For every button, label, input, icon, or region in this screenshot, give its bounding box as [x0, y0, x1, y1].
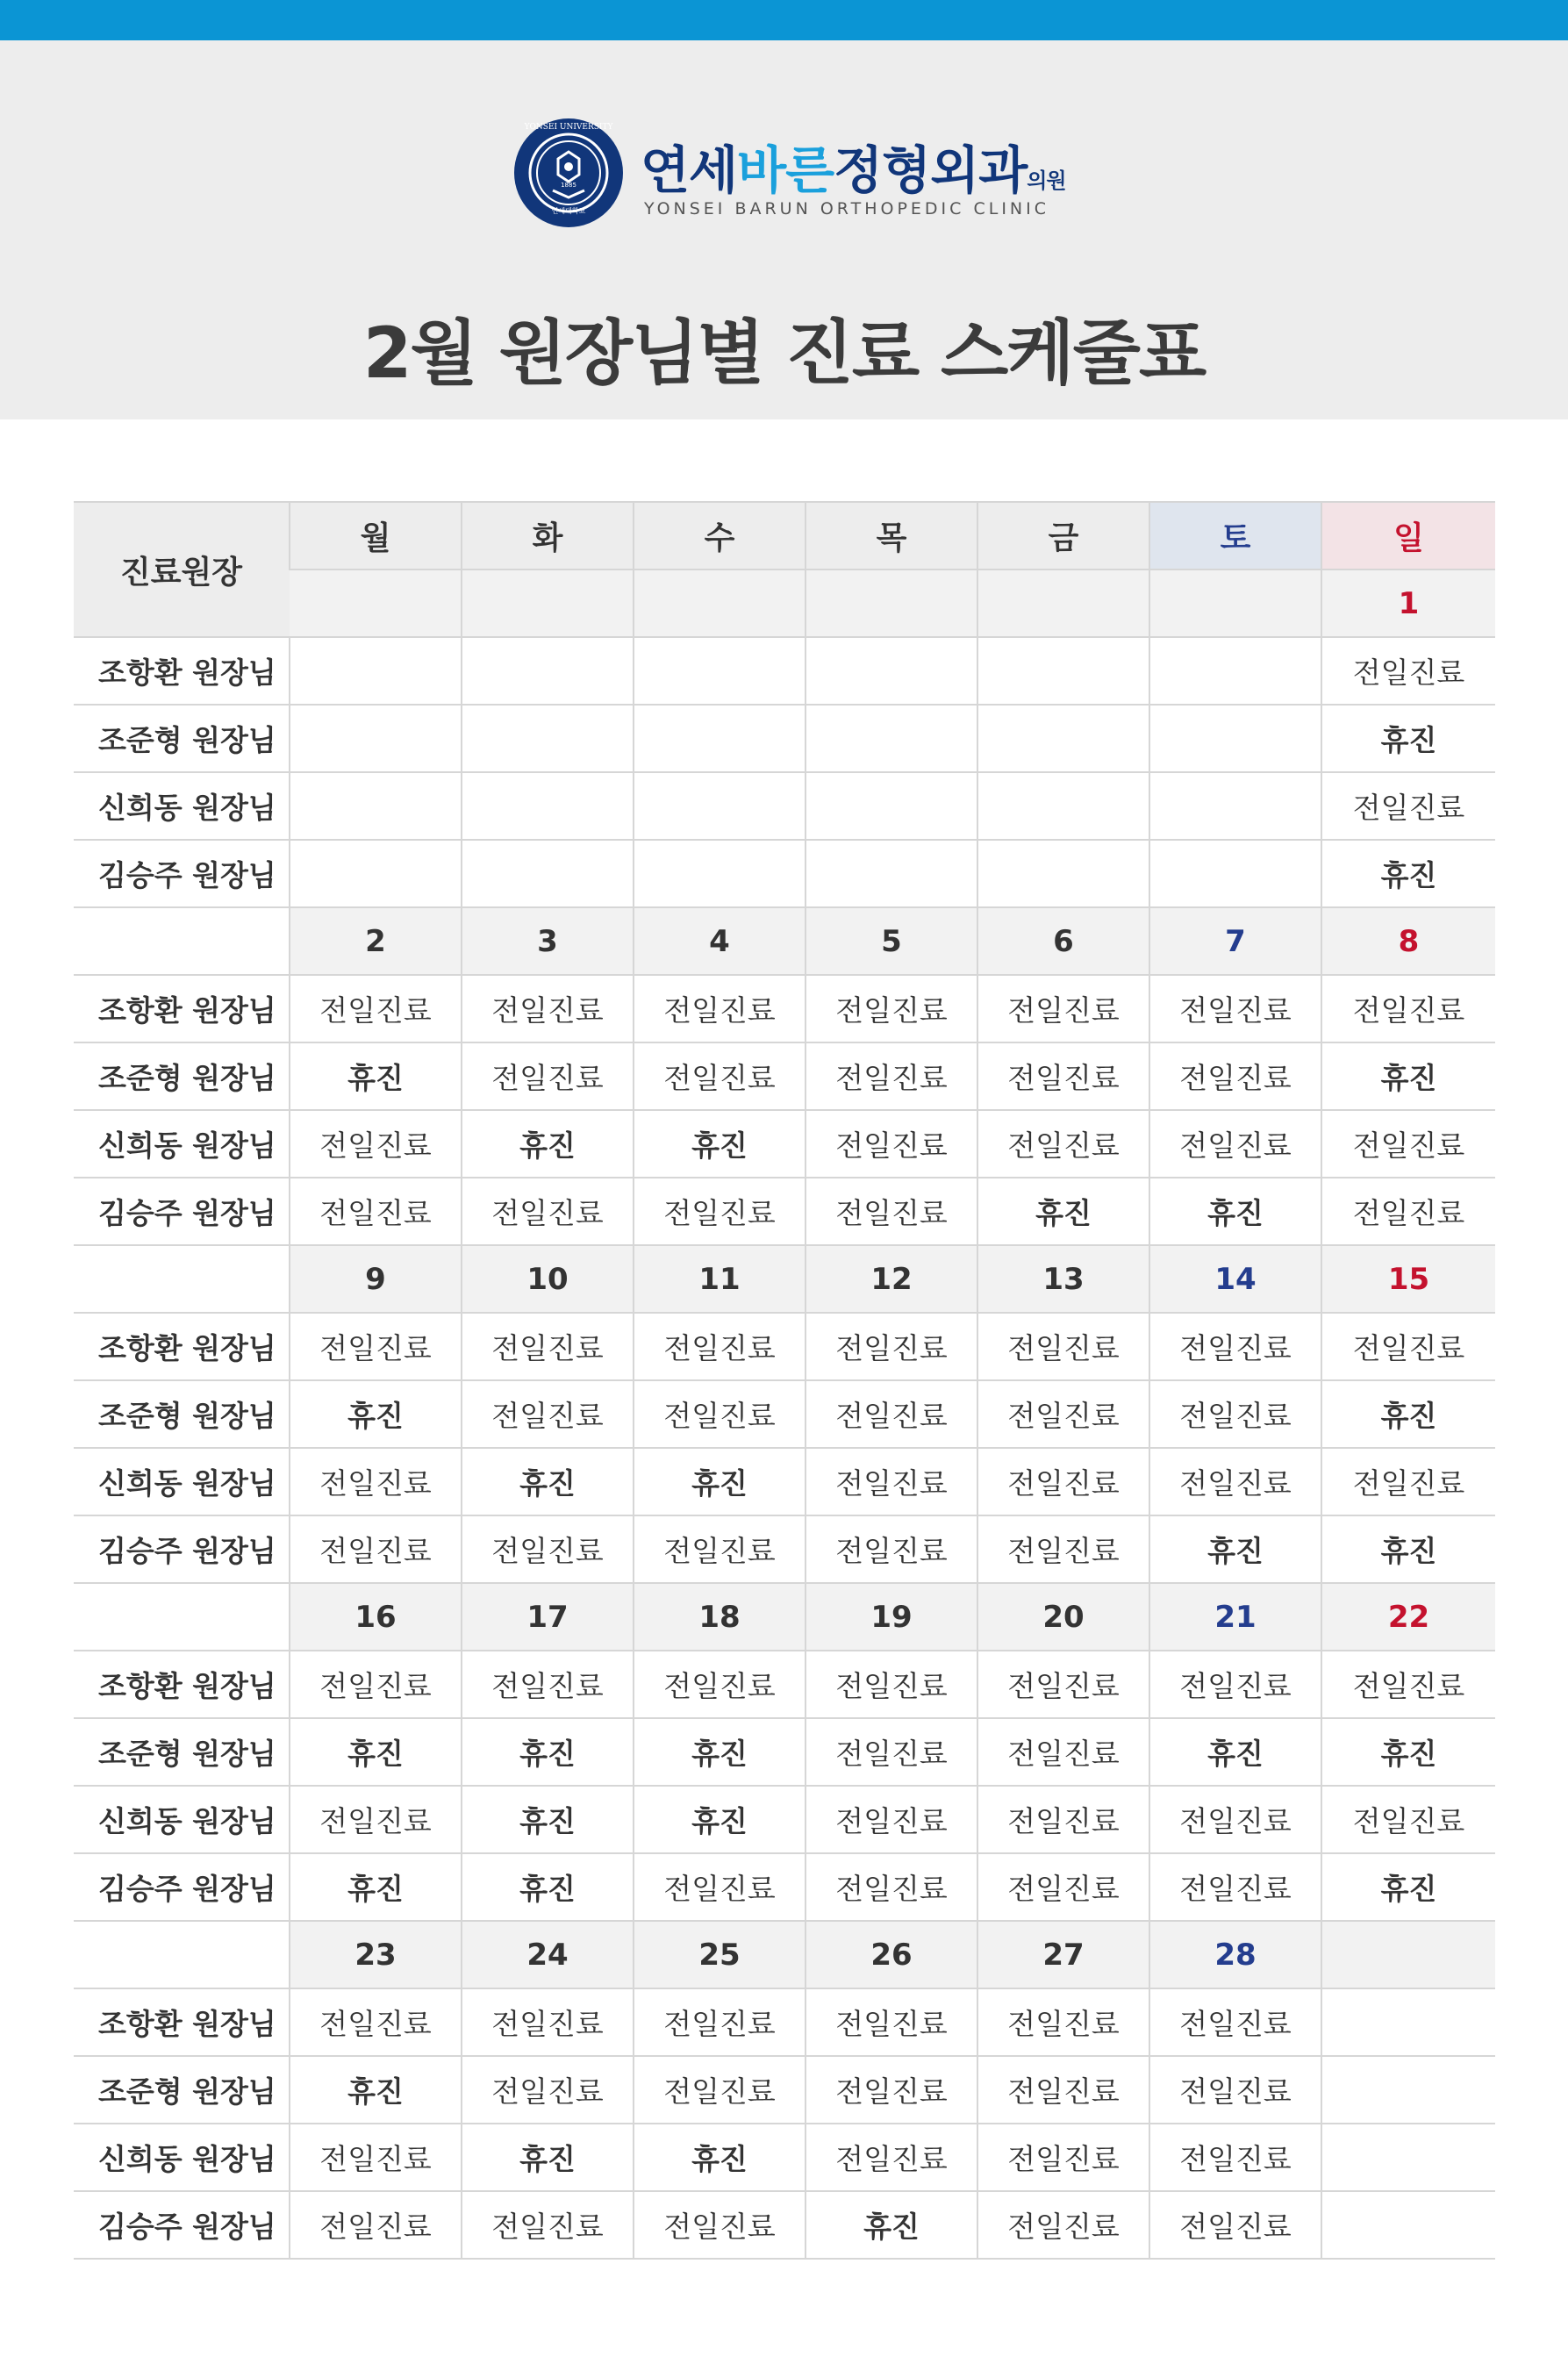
schedule-cell: 휴진 [1321, 1853, 1495, 1921]
schedule-cell [977, 772, 1149, 840]
date-cell: 16 [290, 1583, 462, 1651]
date-cell: 23 [290, 1921, 462, 1988]
schedule-cell: 전일진료 [634, 1988, 805, 2056]
schedule-cell: 전일진료 [462, 2191, 634, 2259]
schedule-cell: 전일진료 [977, 1786, 1149, 1853]
schedule-cell: 전일진료 [805, 1988, 977, 2056]
schedule-cell: 휴진 [977, 1178, 1149, 1245]
schedule-cell: 전일진료 [977, 1110, 1149, 1178]
schedule-cell: 휴진 [462, 1448, 634, 1515]
svg-text:1885: 1885 [561, 182, 576, 189]
schedule-cell: 전일진료 [634, 1853, 805, 1921]
schedule-cell: 전일진료 [977, 1988, 1149, 2056]
clinic-logo [512, 117, 1066, 248]
schedule-cell: 휴진 [634, 1786, 805, 1853]
doctor-name: 조항환 원장님 [74, 637, 290, 705]
date-cell: 21 [1149, 1583, 1321, 1651]
schedule-cell [1149, 772, 1321, 840]
schedule-cell: 휴진 [1149, 1718, 1321, 1786]
date-cell: 5 [805, 907, 977, 975]
date-cell [290, 570, 462, 637]
schedule-cell: 전일진료 [462, 1042, 634, 1110]
schedule-cell: 전일진료 [462, 1988, 634, 2056]
university-emblem-icon [512, 117, 625, 229]
doctor-name: 김승주 원장님 [74, 1515, 290, 1583]
schedule-cell: 전일진료 [1321, 637, 1495, 705]
schedule-cell [462, 705, 634, 772]
doctor-name: 조준형 원장님 [74, 2056, 290, 2124]
date-cell: 24 [462, 1921, 634, 1988]
date-cell: 14 [1149, 1245, 1321, 1313]
date-cell: 27 [977, 1921, 1149, 1988]
schedule-cell: 전일진료 [805, 1651, 977, 1718]
schedule-cell: 휴진 [634, 2124, 805, 2191]
schedule-cell: 휴진 [1321, 1515, 1495, 1583]
schedule-cell [1321, 2124, 1495, 2191]
date-cell: 19 [805, 1583, 977, 1651]
corner-label: 진료원장 [74, 502, 290, 637]
schedule-cell: 휴진 [290, 1853, 462, 1921]
schedule-cell: 전일진료 [290, 1651, 462, 1718]
schedule-cell: 전일진료 [462, 1380, 634, 1448]
doctor-name: 김승주 원장님 [74, 2191, 290, 2259]
schedule-cell: 전일진료 [634, 1042, 805, 1110]
schedule-cell: 전일진료 [634, 2056, 805, 2124]
schedule-cell: 전일진료 [1321, 1448, 1495, 1515]
schedule-cell: 전일진료 [1321, 1651, 1495, 1718]
date-row-spacer [74, 1245, 290, 1313]
schedule-cell: 전일진료 [805, 1042, 977, 1110]
schedule-cell: 전일진료 [290, 2191, 462, 2259]
doctor-name: 조항환 원장님 [74, 1651, 290, 1718]
schedule-cell: 전일진료 [805, 2056, 977, 2124]
schedule-cell: 전일진료 [1149, 2056, 1321, 2124]
schedule-cell: 전일진료 [805, 1448, 977, 1515]
schedule-cell: 전일진료 [1321, 1110, 1495, 1178]
schedule-cell: 전일진료 [977, 2056, 1149, 2124]
schedule-cell: 휴진 [805, 2191, 977, 2259]
schedule-cell [1149, 705, 1321, 772]
schedule-cell: 휴진 [1321, 840, 1495, 907]
date-cell: 18 [634, 1583, 805, 1651]
doctor-name: 조준형 원장님 [74, 1042, 290, 1110]
doctor-name: 조항환 원장님 [74, 1313, 290, 1380]
date-cell [805, 570, 977, 637]
schedule-cell [977, 705, 1149, 772]
day-header: 금 [977, 502, 1149, 570]
date-cell [977, 570, 1149, 637]
schedule-cell: 전일진료 [290, 1515, 462, 1583]
schedule-cell: 전일진료 [977, 1515, 1149, 1583]
schedule-cell: 전일진료 [1149, 1110, 1321, 1178]
page-title: 2월 원장님별 진료 스케줄표 [362, 312, 1206, 394]
schedule-cell: 휴진 [290, 2056, 462, 2124]
schedule-cell: 전일진료 [462, 1178, 634, 1245]
schedule-table [74, 501, 1495, 2260]
schedule-cell: 전일진료 [1321, 1786, 1495, 1853]
schedule-cell: 전일진료 [977, 1380, 1149, 1448]
schedule-cell: 전일진료 [634, 2191, 805, 2259]
date-cell: 11 [634, 1245, 805, 1313]
day-header: 월 [290, 502, 462, 570]
schedule-cell: 전일진료 [1321, 1178, 1495, 1245]
schedule-cell: 전일진료 [290, 2124, 462, 2191]
schedule-cell: 전일진료 [1149, 2124, 1321, 2191]
doctor-name: 조항환 원장님 [74, 975, 290, 1042]
schedule-cell [805, 840, 977, 907]
schedule-cell [1149, 840, 1321, 907]
schedule-cell: 전일진료 [977, 1313, 1149, 1380]
schedule-cell: 전일진료 [977, 1448, 1149, 1515]
schedule-cell: 전일진료 [805, 1853, 977, 1921]
day-header: 토 [1149, 502, 1321, 570]
schedule-cell: 전일진료 [1321, 772, 1495, 840]
date-cell: 12 [805, 1245, 977, 1313]
doctor-name: 조항환 원장님 [74, 1988, 290, 2056]
date-cell: 6 [977, 907, 1149, 975]
schedule-cell [634, 637, 805, 705]
schedule-cell [290, 705, 462, 772]
schedule-cell: 전일진료 [1149, 1853, 1321, 1921]
schedule-cell: 전일진료 [290, 1313, 462, 1380]
schedule-cell: 휴진 [290, 1380, 462, 1448]
schedule-cell: 전일진료 [290, 975, 462, 1042]
schedule-cell: 전일진료 [977, 1042, 1149, 1110]
schedule-cell: 휴진 [634, 1718, 805, 1786]
day-header: 목 [805, 502, 977, 570]
doctor-name: 김승주 원장님 [74, 1178, 290, 1245]
schedule-cell: 전일진료 [977, 1718, 1149, 1786]
schedule-cell [462, 637, 634, 705]
schedule-cell: 전일진료 [1149, 1988, 1321, 2056]
schedule-cell: 전일진료 [462, 975, 634, 1042]
schedule-cell [462, 772, 634, 840]
schedule-cell: 휴진 [290, 1042, 462, 1110]
schedule-cell: 전일진료 [977, 1853, 1149, 1921]
schedule-cell [290, 840, 462, 907]
date-row-spacer [74, 1921, 290, 1988]
schedule-cell [290, 637, 462, 705]
schedule-cell: 전일진료 [977, 2191, 1149, 2259]
schedule-cell [1321, 2056, 1495, 2124]
schedule-cell [462, 840, 634, 907]
schedule-cell [977, 637, 1149, 705]
date-cell [1321, 1921, 1495, 1988]
schedule-cell: 전일진료 [290, 1448, 462, 1515]
schedule-cell: 휴진 [1321, 1380, 1495, 1448]
schedule-cell: 휴진 [462, 1110, 634, 1178]
date-cell: 20 [977, 1583, 1149, 1651]
doctor-name: 신희동 원장님 [74, 772, 290, 840]
schedule-cell: 전일진료 [1149, 1042, 1321, 1110]
schedule-cell: 전일진료 [977, 2124, 1149, 2191]
date-cell: 25 [634, 1921, 805, 1988]
svg-text:연세대학교: 연세대학교 [551, 207, 586, 215]
schedule-cell: 휴진 [462, 1718, 634, 1786]
doctor-name: 조준형 원장님 [74, 705, 290, 772]
date-cell [634, 570, 805, 637]
schedule-cell: 전일진료 [1149, 1651, 1321, 1718]
schedule-cell: 전일진료 [1149, 1786, 1321, 1853]
date-cell [1149, 570, 1321, 637]
schedule-cell [634, 840, 805, 907]
schedule-cell: 전일진료 [805, 1515, 977, 1583]
schedule-cell: 휴진 [1321, 1042, 1495, 1110]
schedule-cell [805, 705, 977, 772]
schedule-cell: 전일진료 [805, 1380, 977, 1448]
date-cell: 3 [462, 907, 634, 975]
date-row-spacer [74, 907, 290, 975]
date-cell: 7 [1149, 907, 1321, 975]
schedule-cell: 휴진 [1149, 1178, 1321, 1245]
schedule-cell: 전일진료 [977, 1651, 1149, 1718]
date-cell: 9 [290, 1245, 462, 1313]
date-cell: 2 [290, 907, 462, 975]
schedule-cell: 휴진 [462, 1786, 634, 1853]
clinic-english-name: YONSEI BARUN ORTHOPEDIC CLINIC [644, 199, 1049, 218]
schedule-cell [1321, 1988, 1495, 2056]
date-cell: 4 [634, 907, 805, 975]
schedule-cell: 전일진료 [462, 1515, 634, 1583]
schedule-cell: 전일진료 [805, 1786, 977, 1853]
schedule-cell: 휴진 [634, 1448, 805, 1515]
schedule-cell [290, 772, 462, 840]
schedule-cell: 휴진 [1321, 705, 1495, 772]
date-cell: 22 [1321, 1583, 1495, 1651]
schedule-cell: 전일진료 [290, 1988, 462, 2056]
schedule-cell: 전일진료 [1149, 1380, 1321, 1448]
schedule-cell: 휴진 [1149, 1515, 1321, 1583]
schedule-cell: 전일진료 [1149, 1448, 1321, 1515]
schedule-cell: 전일진료 [805, 1718, 977, 1786]
schedule-cell [977, 840, 1149, 907]
schedule-cell [805, 637, 977, 705]
doctor-name: 조준형 원장님 [74, 1380, 290, 1448]
doctor-name: 신희동 원장님 [74, 2124, 290, 2191]
date-cell: 10 [462, 1245, 634, 1313]
schedule-cell: 전일진료 [290, 1786, 462, 1853]
date-cell: 17 [462, 1583, 634, 1651]
schedule-cell: 전일진료 [1321, 975, 1495, 1042]
date-cell [462, 570, 634, 637]
date-cell: 13 [977, 1245, 1149, 1313]
date-cell: 26 [805, 1921, 977, 1988]
schedule-cell: 전일진료 [290, 1110, 462, 1178]
page-header [0, 40, 1568, 419]
schedule-cell: 휴진 [1321, 1718, 1495, 1786]
schedule-cell: 전일진료 [1149, 975, 1321, 1042]
schedule-cell [805, 772, 977, 840]
date-row-spacer [74, 1583, 290, 1651]
schedule-cell: 전일진료 [805, 1313, 977, 1380]
schedule-cell: 전일진료 [805, 2124, 977, 2191]
schedule-cell: 전일진료 [462, 2056, 634, 2124]
day-header: 일 [1321, 502, 1495, 570]
schedule-cell: 전일진료 [805, 1110, 977, 1178]
schedule-cell: 전일진료 [634, 1380, 805, 1448]
schedule-cell: 전일진료 [805, 1178, 977, 1245]
schedule-cell: 휴진 [634, 1110, 805, 1178]
schedule-cell: 전일진료 [634, 1178, 805, 1245]
schedule-cell: 전일진료 [634, 975, 805, 1042]
date-cell: 28 [1149, 1921, 1321, 1988]
top-accent-bar [0, 0, 1568, 40]
clinic-name: 연세바른정형외과의원 [641, 140, 1066, 200]
schedule-cell: 전일진료 [1149, 1313, 1321, 1380]
schedule-cell: 전일진료 [634, 1515, 805, 1583]
schedule-cell: 전일진료 [977, 975, 1149, 1042]
schedule-cell: 전일진료 [1149, 2191, 1321, 2259]
schedule-cell: 휴진 [290, 1718, 462, 1786]
schedule-cell: 휴진 [462, 2124, 634, 2191]
doctor-name: 신희동 원장님 [74, 1786, 290, 1853]
schedule-cell: 전일진료 [290, 1178, 462, 1245]
schedule-cell: 전일진료 [634, 1651, 805, 1718]
doctor-name: 김승주 원장님 [74, 1853, 290, 1921]
day-header: 수 [634, 502, 805, 570]
schedule-cell: 전일진료 [462, 1651, 634, 1718]
doctor-name: 신희동 원장님 [74, 1448, 290, 1515]
schedule-cell [634, 772, 805, 840]
schedule-cell: 전일진료 [462, 1313, 634, 1380]
schedule-cell: 전일진료 [634, 1313, 805, 1380]
date-cell: 15 [1321, 1245, 1495, 1313]
doctor-name: 김승주 원장님 [74, 840, 290, 907]
schedule-cell: 전일진료 [1321, 1313, 1495, 1380]
date-cell: 1 [1321, 570, 1495, 637]
schedule-cell: 휴진 [462, 1853, 634, 1921]
doctor-name: 신희동 원장님 [74, 1110, 290, 1178]
doctor-name: 조준형 원장님 [74, 1718, 290, 1786]
schedule-cell: 전일진료 [805, 975, 977, 1042]
schedule-cell [1149, 637, 1321, 705]
date-cell: 8 [1321, 907, 1495, 975]
day-header: 화 [462, 502, 634, 570]
schedule-cell [634, 705, 805, 772]
schedule-cell [1321, 2191, 1495, 2259]
svg-text:YONSEI UNIVERSITY: YONSEI UNIVERSITY [524, 123, 613, 132]
